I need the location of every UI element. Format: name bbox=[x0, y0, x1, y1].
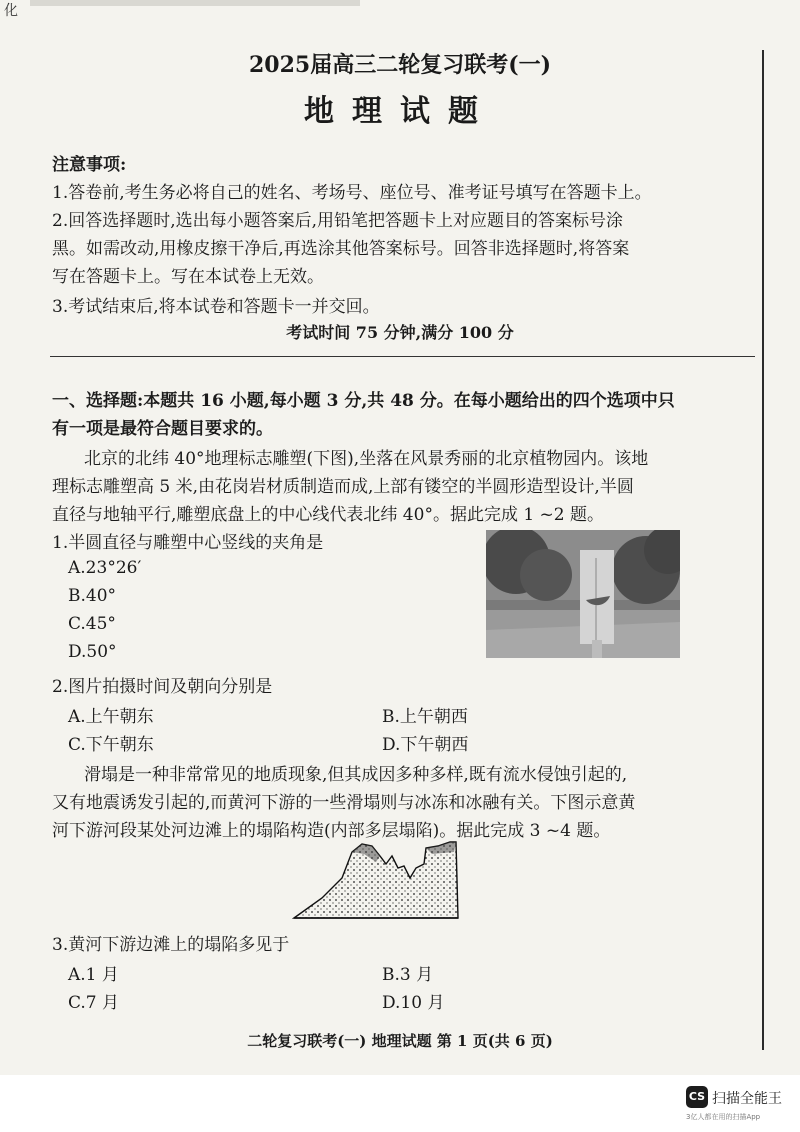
exam-title: 2025届高三二轮复习联考(一) bbox=[248, 52, 552, 78]
sculpture-photo bbox=[486, 530, 680, 658]
margin-line bbox=[762, 50, 764, 1050]
passage-line: 又有地震诱发引起的,而黄河下游的一些滑塌则与冰冻和冰融有关。下图示意黄 bbox=[52, 793, 636, 813]
watermark-sub: 3亿人都在用的扫描App bbox=[686, 1113, 761, 1121]
q1-option-a: A.23°26′ bbox=[68, 558, 142, 578]
q3-option-a: A.1 月 bbox=[68, 965, 119, 985]
notice-line: 黑。如需改动,用橡皮擦干净后,再选涂其他答案标号。回答非选择题时,将答案 bbox=[52, 239, 630, 259]
divider bbox=[50, 356, 755, 357]
collapse-structure-diagram bbox=[292, 838, 462, 920]
q2-option-d: D.下午朝西 bbox=[382, 735, 469, 755]
notice-line: 写在答题卡上。写在本试卷上无效。 bbox=[52, 267, 324, 287]
question-2-stem: 2.图片拍摄时间及朝向分别是 bbox=[52, 677, 273, 697]
exam-info: 考试时间 75 分钟,满分 100 分 bbox=[286, 323, 514, 342]
passage-line: 北京的北纬 40°地理标志雕塑(下图),坐落在风景秀丽的北京植物园内。该地 bbox=[84, 449, 649, 469]
notice-line: 3.考试结束后,将本试卷和答题卡一并交回。 bbox=[52, 297, 380, 317]
notice-line: 2.回答选择题时,选出每小题答案后,用铅笔把答题卡上对应题目的答案标号涂 bbox=[52, 211, 624, 231]
scan-artifact-strip bbox=[30, 0, 360, 6]
section-heading: 有一项是最符合题目要求的。 bbox=[52, 419, 273, 439]
camscanner-logo-icon: CS bbox=[686, 1086, 708, 1108]
q2-option-a: A.上午朝东 bbox=[68, 707, 154, 727]
notice-line: 1.答卷前,考生务必将自己的姓名、考场号、座位号、准考证号填写在答题卡上。 bbox=[52, 183, 652, 203]
passage-line: 理标志雕塑高 5 米,由花岗岩材质制造而成,上部有镂空的半圆形造型设计,半圆 bbox=[52, 477, 634, 497]
section-heading: 一、选择题:本题共 16 小题,每小题 3 分,共 48 分。在每小题给出的四个选项中只 bbox=[52, 391, 675, 411]
passage-line: 滑塌是一种非常常见的地质现象,但其成因多种多样,既有流水侵蚀引起的, bbox=[84, 765, 628, 785]
q1-option-b: B.40° bbox=[68, 586, 117, 606]
q1-option-d: D.50° bbox=[68, 642, 117, 662]
corner-mark: 化 bbox=[4, 3, 18, 19]
q2-option-b: B.上午朝西 bbox=[382, 707, 468, 727]
question-3-stem: 3.黄河下游边滩上的塌陷多见于 bbox=[52, 935, 290, 955]
q1-option-c: C.45° bbox=[68, 614, 116, 634]
q3-option-c: C.7 月 bbox=[68, 993, 120, 1013]
subject-title: 地理试题 bbox=[304, 94, 496, 129]
notice-heading: 注意事项: bbox=[52, 155, 127, 175]
q3-option-b: B.3 月 bbox=[382, 965, 434, 985]
q2-option-c: C.下午朝东 bbox=[68, 735, 154, 755]
question-1-stem: 1.半圆直径与雕塑中心竖线的夹角是 bbox=[52, 533, 324, 553]
q3-option-d: D.10 月 bbox=[382, 993, 445, 1013]
passage-line: 直径与地轴平行,雕塑底盘上的中心线代表北纬 40°。据此完成 1 ~2 题。 bbox=[52, 505, 605, 525]
passage-line: 河下游河段某处河边滩上的塌陷构造(内部多层塌陷)。据此完成 3 ~4 题。 bbox=[52, 821, 611, 841]
page-footer: 二轮复习联考(一) 地理试题 第 1 页(共 6 页) bbox=[247, 1032, 553, 1050]
watermark-name: 扫描全能王 bbox=[712, 1091, 782, 1107]
